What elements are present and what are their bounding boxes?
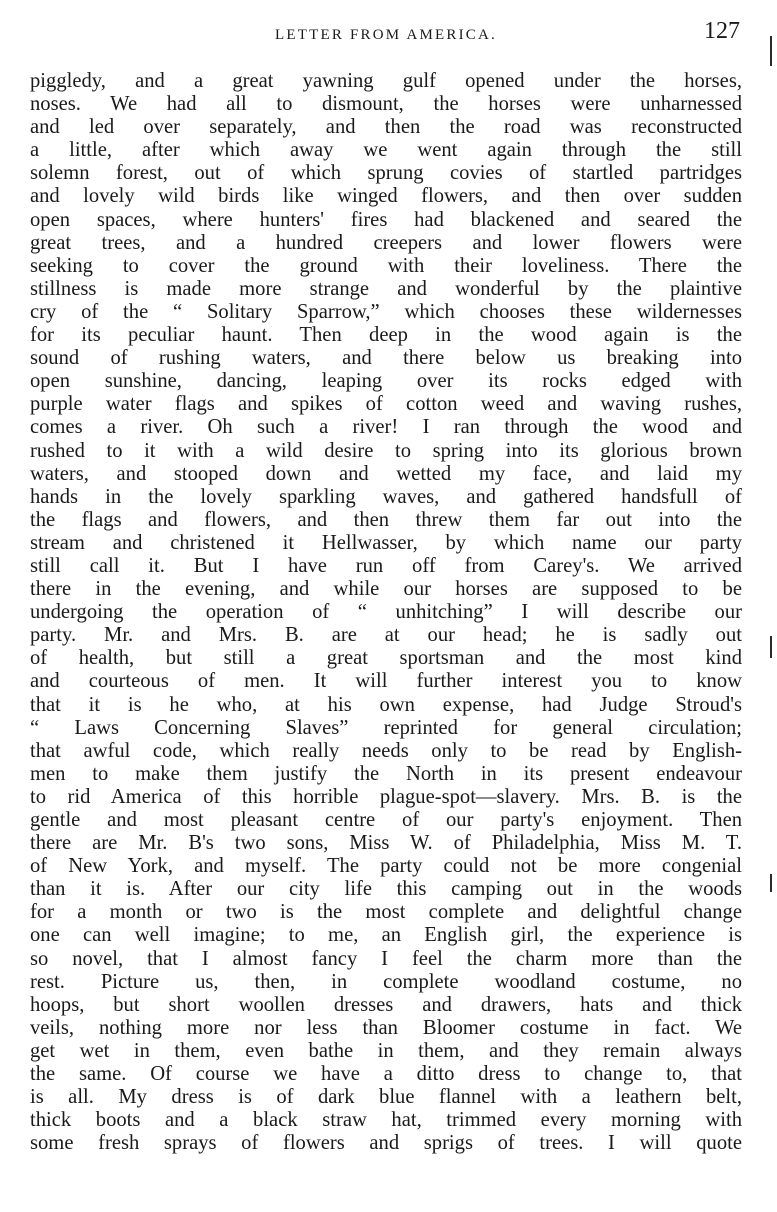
text-line: and lovely wild birds like winged flowers, and then over sudden — [30, 185, 742, 208]
text-line: rushed to it with a wild desire to spring into its glorious brown — [30, 439, 742, 462]
text-line: there in the evening, and while our horses are supposed to be — [30, 578, 742, 601]
text-line: noses. We had all to dismount, the horses were unharnessed — [30, 93, 742, 116]
text-line: great trees, and a hundred creepers and lower flowers were — [30, 231, 742, 254]
text-line: of health, but still a great sportsman and the most kind — [30, 647, 742, 670]
text-line: that it is he who, at his own expense, had Judge Stroud's — [30, 693, 742, 716]
text-line: open spaces, where hunters' fires had blackened and seared the — [30, 208, 742, 231]
body-text — [30, 70, 742, 1155]
text-line: so novel, that I almost fancy I feel the charm more than the — [30, 947, 742, 970]
text-line: for its peculiar haunt. Then deep in the wood again is the — [30, 324, 742, 347]
text-line: that awful code, which really needs only to be read by English- — [30, 739, 742, 762]
running-head — [30, 18, 742, 52]
text-line: gentle and most pleasant centre of our party's enjoyment. Then — [30, 809, 742, 831]
text-line: of New York, and myself. The party could not be more congenial — [30, 855, 742, 878]
text-line: rest. Picture us, then, in complete woodland costume, no — [30, 970, 742, 993]
text-line: piggledy, and a great yawning gulf opened under the horses, — [30, 70, 742, 92]
running-title: LETTER FROM AMERICA. — [275, 27, 497, 43]
text-line: undergoing the operation of “ unhitching” I will describe our — [30, 601, 742, 624]
text-line: solemn forest, out of which sprung covies of startled partridges — [30, 162, 742, 185]
text-line: comes a river. Oh such a river! I ran through the wood and — [30, 416, 742, 439]
page-edge-mark — [770, 874, 772, 892]
text-line: for a month or two is the most complete and delightful change — [30, 901, 742, 924]
text-line: some fresh sprays of flowers and sprigs of trees. I will quote — [30, 1132, 742, 1155]
text-line: purple water flags and spikes of cotton weed and waving rushes, — [30, 393, 742, 416]
text-line: still call it. But I have run off from Carey's. We arrived — [30, 554, 742, 577]
text-line: get wet in them, even bathe in them, and they remain always — [30, 1039, 742, 1062]
text-line: party. Mr. and Mrs. B. are at our head; he is sadly out — [30, 624, 742, 647]
page-number: 127 — [704, 18, 740, 44]
text-line: “ Laws Concerning Slaves” reprinted for general circulation; — [30, 716, 742, 739]
text-line: waters, and stooped down and wetted my face, and laid my — [30, 462, 742, 485]
text-line: to rid America of this horrible plague-spot—slavery. Mrs. B. is the — [30, 785, 742, 808]
text-line: veils, nothing more nor less than Bloomer costume in fact. We — [30, 1016, 742, 1039]
text-line: thick boots and a black straw hat, trimmed every morning with — [30, 1109, 742, 1132]
text-line: and led over separately, and then the road was reconstructed — [30, 116, 742, 139]
text-line: open sunshine, dancing, leaping over its rocks edged with — [30, 370, 742, 393]
text-line: than it is. After our city life this camping out in the woods — [30, 878, 742, 901]
text-line: stillness is made more strange and wonderful by the plaintive — [30, 277, 742, 300]
text-line: men to make them justify the North in its present endeavour — [30, 762, 742, 785]
text-line: hands in the lovely sparkling waves, and gathered handsfull of — [30, 485, 742, 508]
text-line: a little, after which away we went again through the still — [30, 139, 742, 162]
text-line: the flags and flowers, and then threw them far out into the — [30, 508, 742, 531]
text-line: the same. Of course we have a ditto dress to change to, that — [30, 1063, 742, 1086]
text-line: there are Mr. B's two sons, Miss W. of Philadelphia, Miss M. T. — [30, 832, 742, 855]
text-line: seeking to cover the ground with their loveliness. There the — [30, 254, 742, 277]
text-line: sound of rushing waters, and there below us breaking into — [30, 347, 742, 370]
page-edge-mark — [770, 636, 772, 658]
text-line: cry of the “ Solitary Sparrow,” which chooses these wildernesses — [30, 300, 742, 323]
page-edge-mark — [770, 36, 772, 66]
text-line: and courteous of men. It will further interest you to know — [30, 670, 742, 693]
text-line: is all. My dress is of dark blue flannel with a leathern belt, — [30, 1086, 742, 1109]
text-line: stream and christened it Hellwasser, by which name our party — [30, 531, 742, 554]
text-line: hoops, but short woollen dresses and drawers, hats and thick — [30, 993, 742, 1016]
text-line: one can well imagine; to me, an English girl, the experience is — [30, 924, 742, 947]
